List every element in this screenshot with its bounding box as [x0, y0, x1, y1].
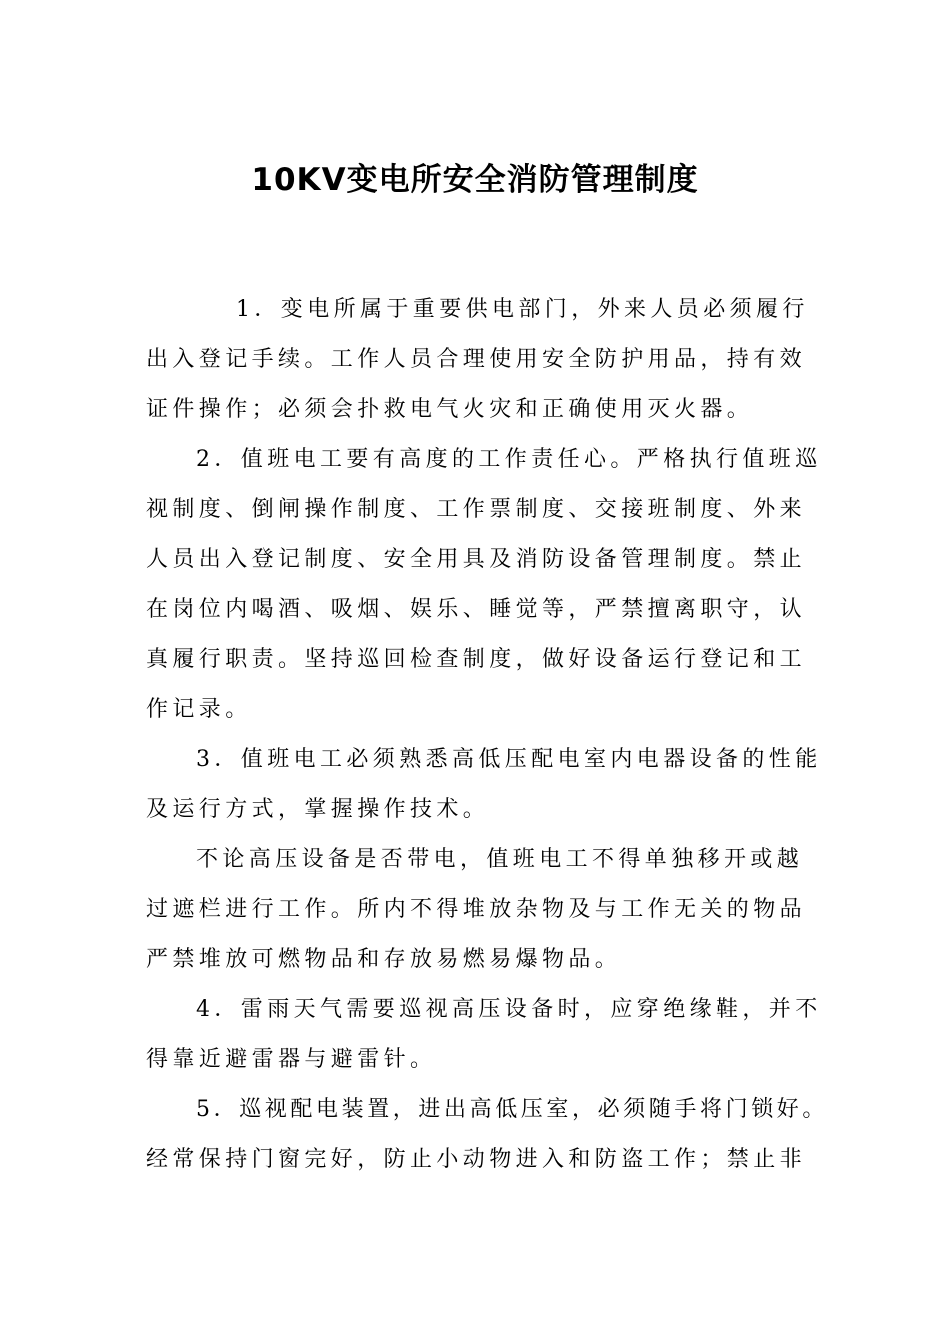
paragraph-line: 视制度、倒闸操作制度、工作票制度、交接班制度、外来 [146, 497, 807, 522]
paragraph-line: 证件操作；必须会扑救电气火灾和正确使用灭火器。 [146, 397, 754, 422]
paragraph-line: 2．值班电工要有高度的工作责任心。严格执行值班巡 [196, 447, 822, 472]
paragraph-line: 人员出入登记制度、安全用具及消防设备管理制度。禁止 [146, 547, 807, 572]
paragraph-line: 3．值班电工必须熟悉高低压配电室内电器设备的性能 [196, 747, 822, 772]
paragraph-line: 经常保持门窗完好，防止小动物进入和防盗工作；禁止非 [146, 1147, 807, 1172]
paragraph-line: 不论高压设备是否带电，值班电工不得单独移开或越 [196, 847, 804, 872]
paragraph-line: 出入登记手续。工作人员合理使用安全防护用品，持有效 [146, 347, 807, 372]
paragraph-line: 5．巡视配电装置，进出高低压室，必须随手将门锁好。 [196, 1097, 828, 1122]
paragraph-line: 在岗位内喝酒、吸烟、娱乐、睡觉等，严禁擅离职守，认 [146, 597, 807, 622]
paragraph-line: 4．雷雨天气需要巡视高压设备时，应穿绝缘鞋，并不 [196, 997, 822, 1022]
paragraph-line: 真履行职责。坚持巡回检查制度，做好设备运行登记和工 [146, 647, 807, 672]
paragraph-line: 严禁堆放可燃物品和存放易燃易爆物品。 [146, 947, 622, 972]
paragraph-line: 及运行方式，掌握操作技术。 [146, 797, 490, 822]
paragraph-line: 得靠近避雷器与避雷针。 [146, 1047, 437, 1072]
document-title: 10KV变电所安全消防管理制度 [251, 162, 699, 198]
paragraph-line: 作记录。 [146, 697, 252, 722]
paragraph-line: 1．变电所属于重要供电部门，外来人员必须履行 [236, 297, 809, 322]
paragraph-line: 过遮栏进行工作。所内不得堆放杂物及与工作无关的物品 [146, 897, 807, 922]
